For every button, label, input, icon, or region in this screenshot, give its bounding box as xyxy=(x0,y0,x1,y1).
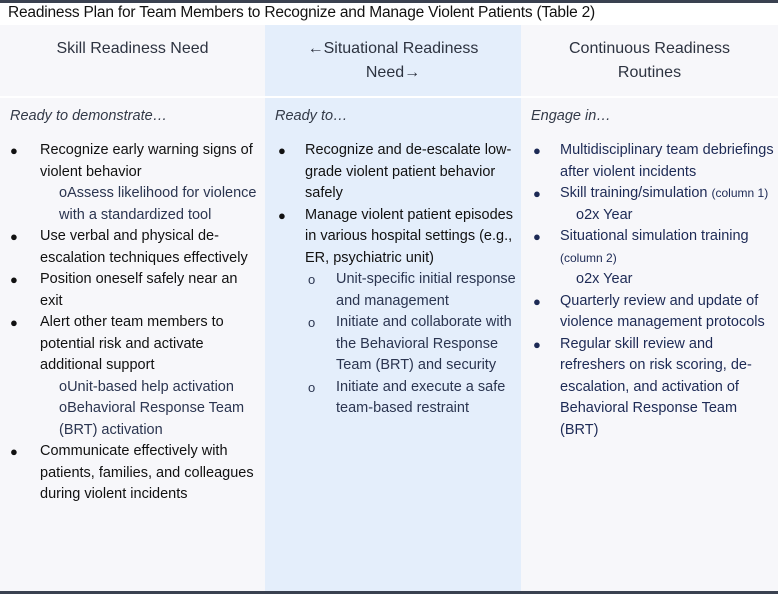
sub-list-item xyxy=(0,377,262,399)
bullet-icon: ● xyxy=(10,444,18,459)
sub-bullet-icon: o xyxy=(308,272,316,287)
sub-bullet-icon: o xyxy=(308,315,316,330)
sub-item-text: Assess likelihood for violence with a standardized tool xyxy=(59,185,257,223)
item-text: Recognize and de-escalate low-grade violent patient behavior safely xyxy=(305,142,512,201)
item-text: Recognize early warning signs of violent behavior xyxy=(40,142,253,180)
bullet-icon: ● xyxy=(533,143,541,158)
list-item xyxy=(521,291,776,334)
table-title: Readiness Plan for Team Members to Recognize and Manage Violent Patients (Table 2) xyxy=(8,4,596,21)
list-item xyxy=(521,183,776,205)
column-intro: Engage in… xyxy=(531,108,611,124)
list-item xyxy=(265,205,519,420)
item-list xyxy=(0,140,262,506)
bullet-icon: ● xyxy=(10,143,18,158)
item-text: Manage violent patient episodes in various hospital settings (e.g., ER, psychiatric unit) xyxy=(305,206,513,266)
column-intro: Ready to… xyxy=(275,108,348,124)
sub-list-item xyxy=(305,377,519,420)
sub-bullet-icon: o xyxy=(59,378,68,395)
column-situational-readiness xyxy=(265,25,521,591)
item-text: Situational simulation training xyxy=(560,228,749,244)
sub-bullet-icon: o xyxy=(59,400,68,416)
list-item xyxy=(0,140,262,183)
sub-list-item xyxy=(0,398,262,441)
sub-bullet-icon: o xyxy=(576,271,585,287)
item-text: Alert other team members to potential risk and activate additional support xyxy=(40,314,224,373)
sub-bullet-icon: o xyxy=(59,185,68,201)
item-text: Communicate effectively with patients, families, and colleagues during violent incidents xyxy=(40,443,254,502)
list-item xyxy=(521,226,776,269)
bullet-icon: ● xyxy=(533,229,541,244)
column-continuous-readiness xyxy=(521,25,778,591)
item-text: Multidisciplinary team debriefings after violent incidents xyxy=(560,142,774,180)
sub-list-item xyxy=(0,183,262,226)
sub-item-text: Unit-based help activation xyxy=(67,378,234,395)
column-header: ←Situational Readiness Need→ xyxy=(307,40,479,81)
item-text: Skill training/simulation xyxy=(560,185,708,201)
item-text: Quarterly review and update of violence management protocols xyxy=(560,292,765,330)
list-item xyxy=(521,334,776,442)
bullet-icon: ● xyxy=(533,293,541,309)
list-item xyxy=(521,140,776,183)
sub-item-text: Initiate and collaborate with the Behavioral Response Team (BRT) and security xyxy=(336,314,512,373)
column-header: Continuous Readiness Routines xyxy=(569,40,730,81)
sub-bullet-icon: o xyxy=(576,206,585,223)
sub-list-item xyxy=(305,269,519,312)
header-divider xyxy=(0,96,778,98)
list-item xyxy=(0,226,262,269)
bullet-icon: ● xyxy=(10,229,18,244)
list-item xyxy=(0,269,262,312)
bullet-icon: ● xyxy=(10,315,18,330)
column-skill-readiness xyxy=(0,25,265,591)
sub-bullet-icon: o xyxy=(308,379,316,395)
column-intro: Ready to demonstrate… xyxy=(10,108,168,124)
column-header: Skill Readiness Need xyxy=(56,40,209,57)
bullet-icon: ● xyxy=(278,207,286,223)
list-item xyxy=(265,140,519,205)
sub-list-item xyxy=(521,205,776,227)
top-border xyxy=(0,0,778,3)
sub-item-text: 2x Year xyxy=(584,271,633,287)
item-text: Position oneself safely near an exit xyxy=(40,271,238,309)
item-text: Regular skill review and refreshers on risk scoring, de-escalation, and activation of Behavioral Response Team (BRT) xyxy=(560,335,752,438)
bullet-icon: ● xyxy=(533,336,541,352)
sub-item-text: Unit-specific initial response and management xyxy=(336,271,516,309)
sub-list-item xyxy=(305,312,519,377)
sub-list-item xyxy=(521,269,776,291)
item-note: (column 2) xyxy=(560,250,617,265)
item-note: (column 1) xyxy=(711,186,769,200)
sub-item-text: Initiate and execute a safe team-based restraint xyxy=(336,378,506,416)
item-list xyxy=(521,140,776,441)
sub-item-text: Behavioral Response Team (BRT) activation xyxy=(59,400,245,438)
item-text: Use verbal and physical de-escalation techniques effectively xyxy=(40,228,248,266)
sub-item-text: 2x Year xyxy=(584,206,633,223)
bullet-icon: ● xyxy=(533,186,541,201)
item-list xyxy=(265,140,519,420)
bullet-icon: ● xyxy=(10,272,18,287)
list-item xyxy=(0,441,262,506)
list-item xyxy=(0,312,262,377)
bullet-icon: ● xyxy=(278,143,286,158)
